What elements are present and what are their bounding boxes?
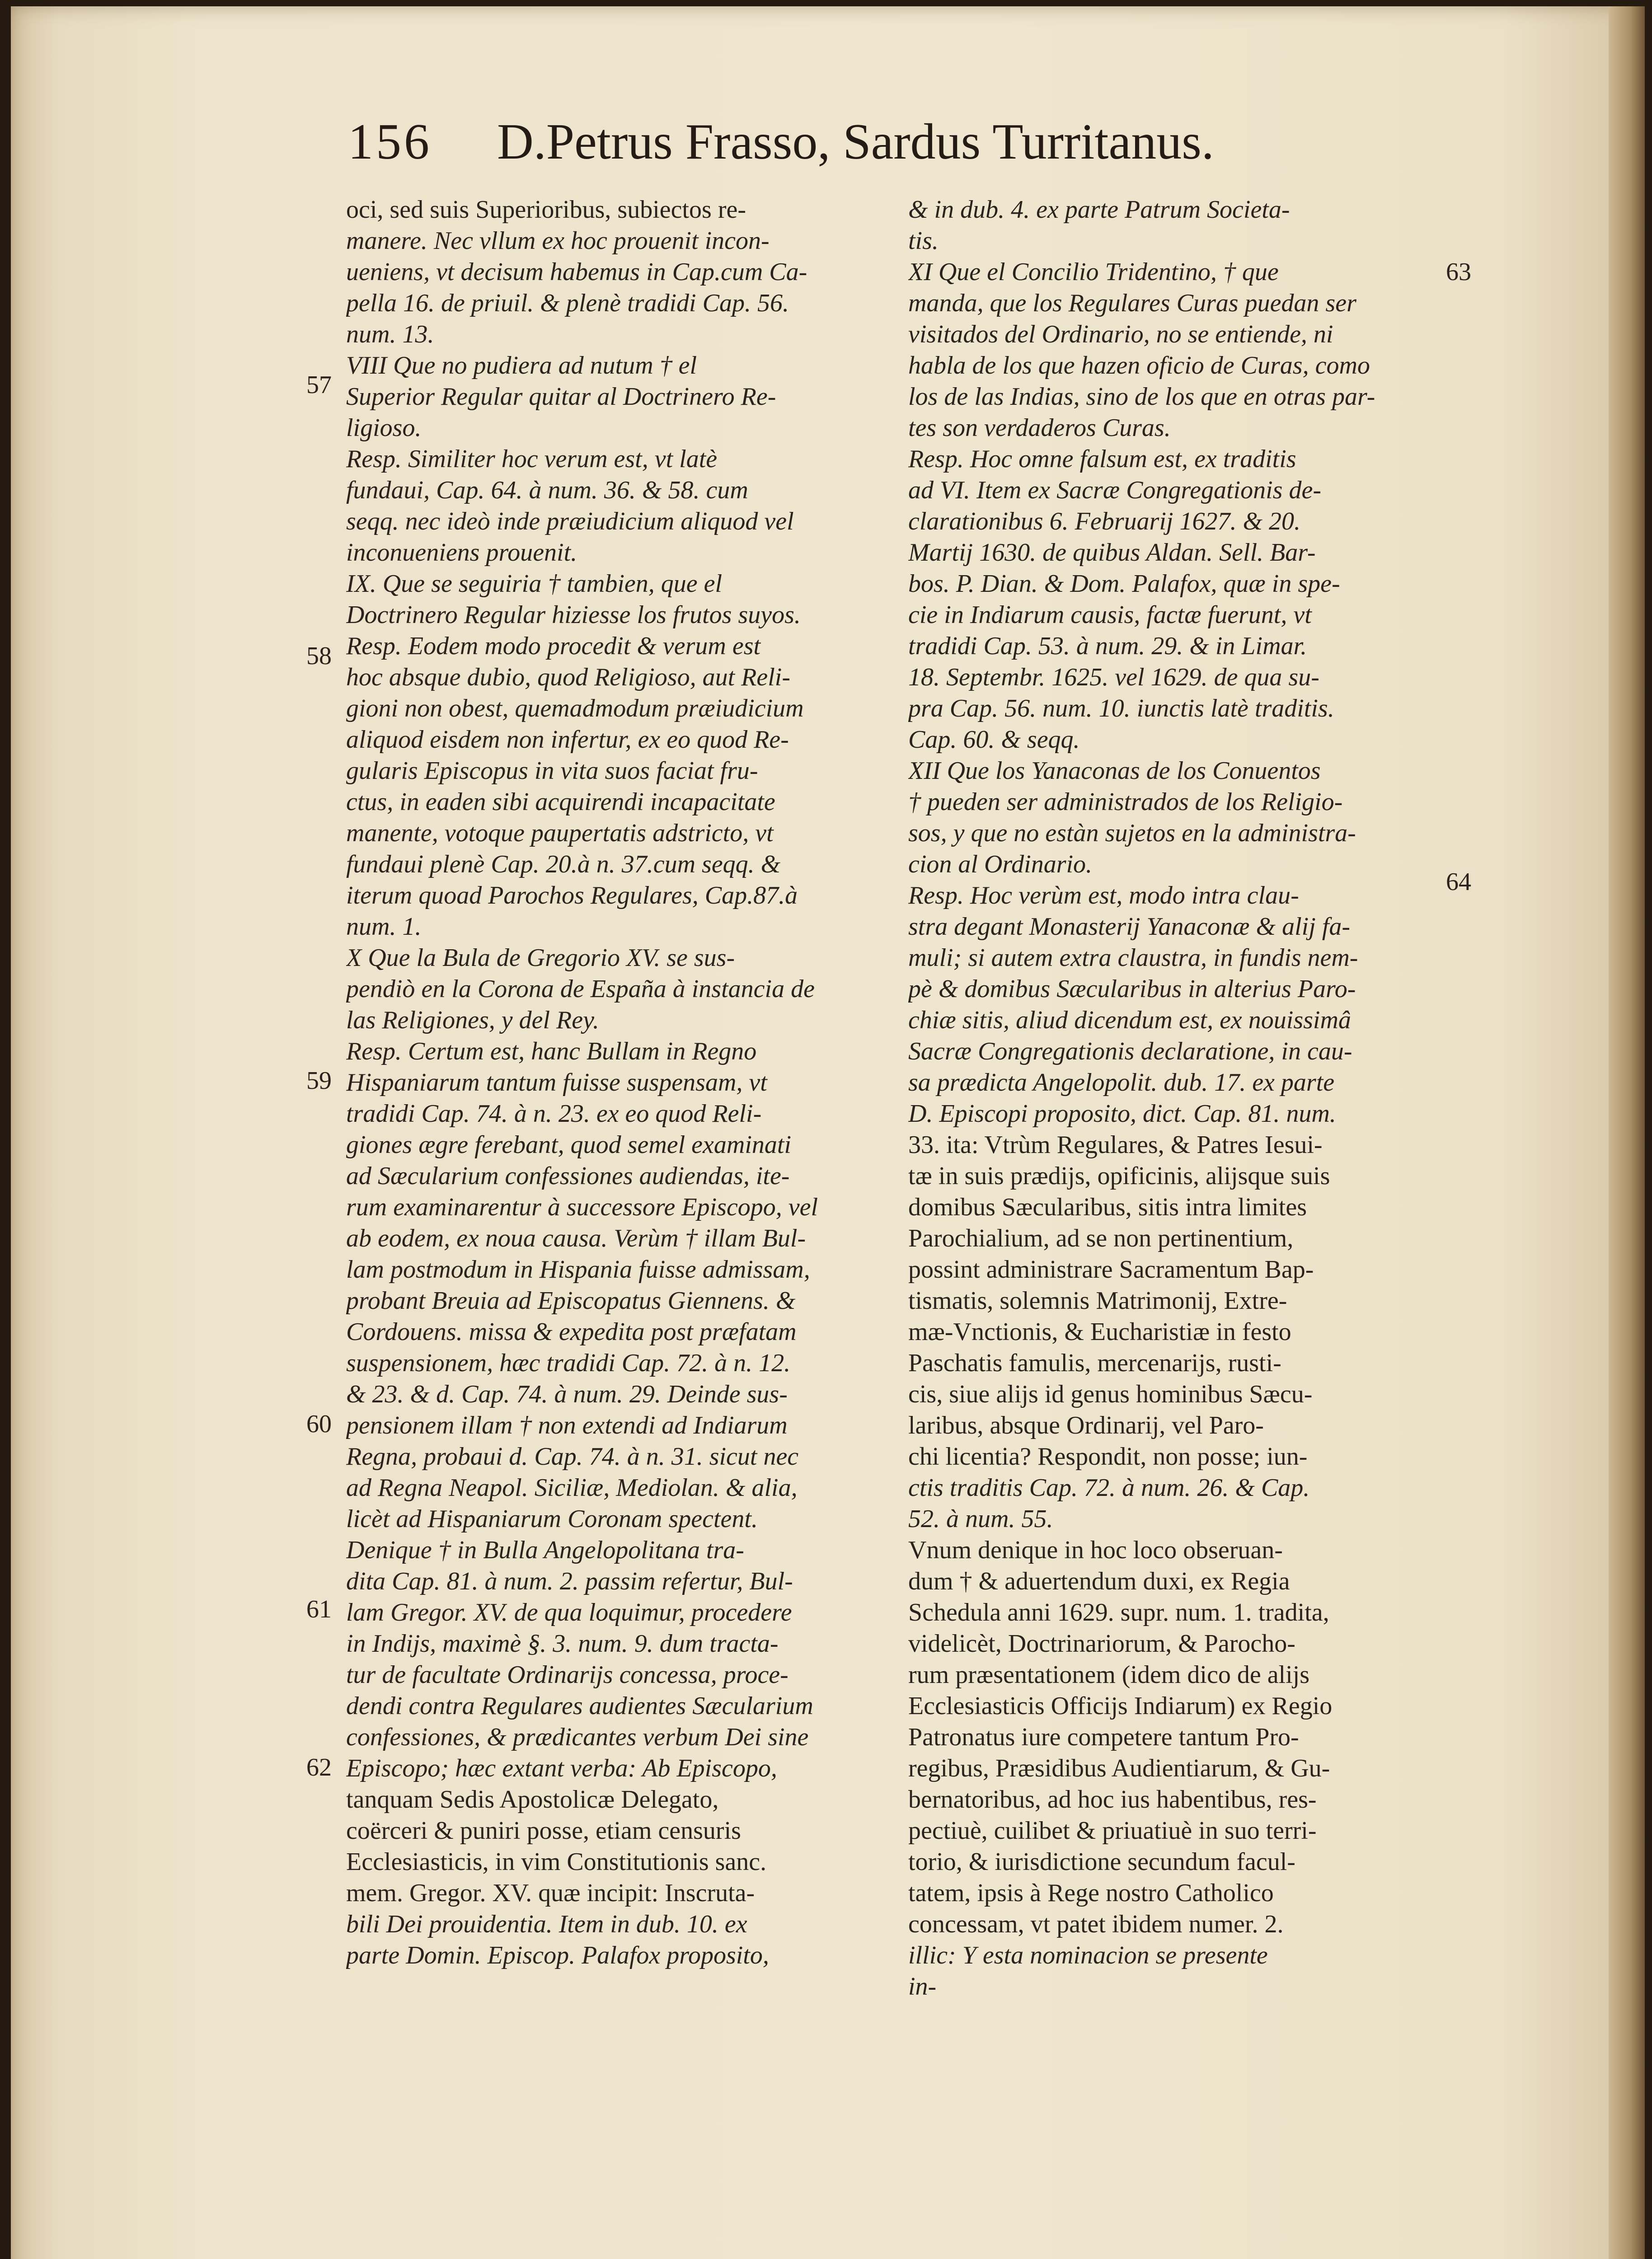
text-line: oci, sed suis Superioribus, subiectos re- (346, 196, 746, 224)
text-line: hoc absque dubio, quod Religioso, aut Reli- (346, 663, 790, 691)
text-line: lam Gregor. XV. de qua loquimur, procedere (346, 1598, 792, 1626)
text-line: ad VI. Item ex Sacræ Congregationis de- (908, 476, 1321, 504)
page-edge (1609, 6, 1645, 2259)
text-line: pella 16. de priuil. & plenè tradidi Cap. 56. (346, 289, 789, 317)
margin-number: 63 (1446, 258, 1471, 286)
text-line: gioni non obest, quemadmodum præiudicium (346, 694, 804, 722)
text-line: giones ægre ferebant, quod semel examinati (346, 1131, 792, 1159)
text-line: & in dub. 4. ex parte Patrum Societa- (908, 196, 1290, 224)
text-line: IX. Que se seguiria † tambien, que el (346, 570, 723, 598)
text-line: inconueniens prouenit. (346, 539, 577, 567)
margin-number: 62 (306, 1753, 332, 1781)
text-line: aliquod eisdem non infertur, ex eo quod Re- (346, 726, 789, 754)
text-line: cion al Ordinario. (908, 850, 1093, 878)
text-line: mæ-Vnctionis, & Eucharistiæ in festo (908, 1318, 1291, 1346)
text-line: manere. Nec vllum ex hoc prouenit incon- (346, 227, 770, 255)
text-line: bernatoribus, ad hoc ius habentibus, res- (908, 1786, 1317, 1814)
text-line: Vnum denique in hoc loco obseruan- (908, 1536, 1283, 1564)
text-line: tur de facultate Ordinarijs concessa, proce- (346, 1661, 788, 1689)
text-line: manente, votoque paupertatis adstricto, vt (346, 819, 774, 847)
text-line: dum † & aduertendum duxi, ex Regia (908, 1567, 1290, 1595)
right-column (908, 194, 1455, 2002)
text-line: videlicèt, Doctrinariorum, & Parocho- (908, 1630, 1295, 1658)
text-line: tæ in suis prædijs, opificinis, alijsque suis (908, 1162, 1330, 1190)
text-line: ligioso. (346, 414, 422, 442)
text-line: muli; si autem extra claustra, in fundis nem- (908, 944, 1358, 972)
text-line: & 23. & d. Cap. 74. à num. 29. Deinde sus- (346, 1380, 788, 1408)
text-line: † pueden ser administrados de los Religio- (908, 788, 1343, 816)
text-line: Parochialium, ad se non pertinentium, (908, 1224, 1294, 1252)
text-line: Ecclesiasticis, in vim Constitutionis sanc. (346, 1848, 767, 1876)
text-line: pè & domibus Sæcularibus in alterius Paro- (908, 975, 1356, 1003)
text-line: suspensionem, hæc tradidi Cap. 72. à n. 12. (346, 1349, 791, 1377)
text-line: seqq. nec ideò inde præiudicium aliquod vel (346, 507, 794, 535)
text-line: possint administrare Sacramentum Bap- (908, 1256, 1314, 1284)
text-line: habla de los que hazen oficio de Curas, como (908, 352, 1370, 380)
text-line: D. Episcopi proposito, dict. Cap. 81. num. (908, 1100, 1336, 1128)
text-line: mem. Gregor. XV. quæ incipit: Inscruta- (346, 1879, 755, 1907)
text-line: Cordouens. missa & expedita post præfatam (346, 1318, 797, 1346)
text-line: tanquam Sedis Apostolicæ Delegato, (346, 1786, 719, 1814)
text-line: Doctrinero Regular hiziesse los frutos suyos. (346, 601, 801, 629)
text-line: ctis traditis Cap. 72. à num. 26. & Cap. (908, 1474, 1310, 1502)
text-line: lam postmodum in Hispania fuisse admissam, (346, 1256, 810, 1284)
text-line: pensionem illam † non extendi ad Indiarum (346, 1411, 788, 1439)
text-line: tatem, ipsis à Rege nostro Catholico (908, 1879, 1274, 1907)
text-line: Regna, probaui d. Cap. 74. à n. 31. sicut nec (346, 1443, 799, 1471)
text-line: Denique † in Bulla Angelopolitana tra- (346, 1536, 744, 1564)
text-line: Hispaniarum tantum fuisse suspensam, vt (346, 1069, 767, 1097)
text-line: cis, siue alijs id genus hominibus Sæcu- (908, 1380, 1313, 1408)
text-line: Ecclesiasticis Officijs Indiarum) ex Regio (908, 1692, 1333, 1720)
text-line: ueniens, vt decisum habemus in Cap.cum Ca- (346, 258, 807, 286)
margin-number: 61 (306, 1595, 332, 1623)
text-line: las Religiones, y del Rey. (346, 1006, 599, 1034)
page-header (348, 113, 1365, 185)
text-line: regibus, Præsidibus Audientiarum, & Gu- (908, 1754, 1330, 1782)
text-line: dendi contra Regulares audientes Sæcularium (346, 1692, 813, 1720)
text-line: XI Que el Concilio Tridentino, † que (908, 258, 1279, 286)
text-line: XII Que los Yanaconas de los Conuentos (908, 757, 1321, 785)
text-line: X Que la Bula de Gregorio XV. se sus- (346, 944, 735, 972)
text-line: VIII Que no pudiera ad nutum † el (346, 352, 697, 380)
text-line: coërceri & puniri posse, etiam censuris (346, 1817, 741, 1845)
text-line: Martij 1630. de quibus Aldan. Sell. Bar- (908, 539, 1316, 567)
margin-number: 60 (306, 1410, 332, 1438)
text-line: Sacræ Congregationis declaratione, in cau- (908, 1037, 1352, 1065)
text-line: ad Regna Neapol. Siciliæ, Mediolan. & alia, (346, 1474, 798, 1502)
text-line: tradidi Cap. 74. à n. 23. ex eo quod Reli- (346, 1100, 762, 1128)
text-line: licèt ad Hispaniarum Coronam spectent. (346, 1505, 758, 1533)
text-line: dita Cap. 81. à num. 2. passim refertur, Bul- (346, 1567, 793, 1595)
text-line: concessam, vt patet ibidem numer. 2. (908, 1910, 1284, 1938)
text-line: domibus Sæcularibus, sitis intra limites (908, 1193, 1307, 1221)
text-line: 52. à num. 55. (908, 1505, 1053, 1533)
text-line: sos, y que no estàn sujetos en la administra- (908, 819, 1356, 847)
text-line: clarationibus 6. Februarij 1627. & 20. (908, 507, 1300, 535)
text-line: tismatis, solemnis Matrimonij, Extre- (908, 1287, 1287, 1315)
text-line: los de las Indias, sino de los que en otras par- (908, 383, 1375, 411)
text-line: Cap. 60. & seqq. (908, 726, 1080, 754)
margin-number: 59 (306, 1067, 332, 1095)
text-line: tes son verdaderos Curas. (908, 414, 1171, 442)
text-line: fundaui plenè Cap. 20.à n. 37.cum seqq. & (346, 850, 781, 878)
text-line: Resp. Hoc verùm est, modo intra clau- (908, 881, 1299, 909)
text-line: pra Cap. 56. num. 10. iunctis latè traditis. (908, 694, 1334, 722)
text-line: Resp. Eodem modo procedit & verum est (346, 632, 761, 660)
text-line: ctus, in eaden sibi acquirendi incapacitate (346, 788, 775, 816)
text-line: 18. Septembr. 1625. vel 1629. de qua su- (908, 663, 1319, 691)
text-line: stra degant Monasterij Yanaconæ & alij fa- (908, 913, 1350, 941)
text-line: sa prædicta Angelopolit. dub. 17. ex parte (908, 1069, 1335, 1097)
page-number: 156 (348, 114, 432, 170)
text-line: pectiuè, cuilibet & priuatiuè in suo terri- (908, 1817, 1317, 1845)
text-line: Superior Regular quitar al Doctrinero Re- (346, 383, 776, 411)
text-line: gularis Episcopus in vita suos faciat fru- (346, 757, 758, 785)
text-line: laribus, absque Ordinarij, vel Paro- (908, 1411, 1264, 1439)
text-line: probant Breuia ad Episcopatus Giennens. & (346, 1287, 796, 1315)
text-line: visitados del Ordinario, no se entiende, ni (908, 320, 1333, 348)
text-line: Paschatis famulis, mercenarijs, rusti- (908, 1349, 1281, 1377)
text-line: cie in Indiarum causis, factæ fuerunt, vt (908, 601, 1312, 629)
text-line: tis. (908, 227, 939, 255)
running-title: D.Petrus Frasso, Sardus Turritanus. (497, 114, 1214, 170)
margin-number: 64 (1446, 868, 1471, 896)
text-line: fundaui, Cap. 64. à num. 36. & 58. cum (346, 476, 748, 504)
text-line: Resp. Hoc omne falsum est, ex traditis (908, 445, 1296, 473)
text-line: chiæ sitis, aliud dicendum est, ex nouissimâ (908, 1006, 1351, 1034)
text-line: parte Domin. Episcop. Palafox proposito, (346, 1941, 769, 1969)
text-line: in- (908, 1973, 937, 2001)
text-line: rum præsentationem (idem dico de alijs (908, 1661, 1310, 1689)
text-line: manda, que los Regulares Curas puedan ser (908, 289, 1356, 317)
text-line: torio, & iurisdictione secundum facul- (908, 1848, 1295, 1876)
text-line: num. 1. (346, 913, 422, 941)
text-line: chi licentia? Respondit, non posse; iun- (908, 1443, 1308, 1471)
text-line: rum examinarentur à successore Episcopo, vel (346, 1193, 818, 1221)
text-line: 33. ita: Vtrùm Regulares, & Patres Iesui- (908, 1131, 1323, 1159)
text-line: Resp. Certum est, hanc Bullam in Regno (346, 1037, 757, 1065)
text-line: Patronatus iure competere tantum Pro- (908, 1723, 1299, 1751)
text-line: iterum quoad Parochos Regulares, Cap.87.à (346, 881, 798, 909)
text-line: ad Sæcularium confessiones audiendas, ite- (346, 1162, 790, 1190)
left-column (346, 194, 884, 1971)
text-line: ab eodem, ex noua causa. Verùm † illam Bul- (346, 1224, 806, 1252)
text-line: Schedula anni 1629. supr. num. 1. tradita, (908, 1598, 1329, 1626)
text-line: in Indijs, maximè §. 3. num. 9. dum tracta- (346, 1630, 779, 1658)
text-line: bos. P. Dian. & Dom. Palafox, quæ in spe- (908, 570, 1340, 598)
text-line: pendiò en la Corona de España à instancia de (346, 975, 815, 1003)
text-line: confessiones, & prædicantes verbum Dei sine (346, 1723, 809, 1751)
text-line: Resp. Similiter hoc verum est, vt latè (346, 445, 718, 473)
text-line: num. 13. (346, 320, 434, 348)
text-line: tradidi Cap. 53. à num. 29. & in Limar. (908, 632, 1307, 660)
margin-number: 58 (306, 642, 332, 670)
text-line: bili Dei prouidentia. Item in dub. 10. ex (346, 1910, 747, 1938)
text-line: Episcopo; hæc extant verba: Ab Episcopo, (346, 1754, 777, 1782)
text-line: illic: Y esta nominacion se presente (908, 1941, 1268, 1969)
margin-number: 57 (306, 371, 332, 399)
